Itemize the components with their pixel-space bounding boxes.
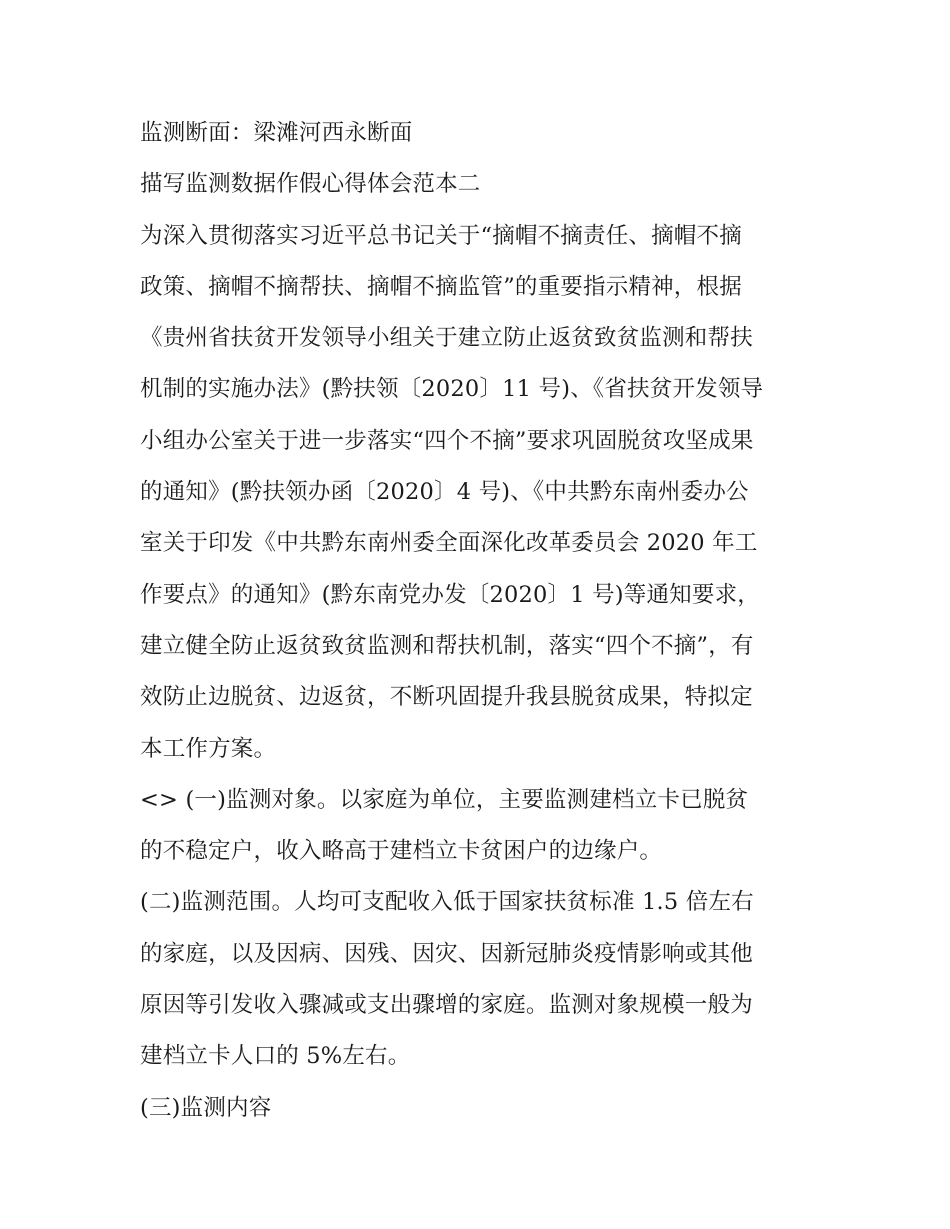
paragraph-line: 的通知》(黔扶领办函〔2020〕4 号)、《中共黔东南州委办公: [140, 479, 749, 506]
monitoring-scope-line: 原因等引发收入骤减或支出骤增的家庭。监测对象规模一般为: [140, 992, 753, 1019]
paragraph-line: 机制的实施办法》(黔扶领〔2020〕11 号)、《省扶贫开发领导: [140, 376, 764, 403]
document-body: [140, 108, 820, 1134]
monitoring-scope-line: 建档立卡人口的 5%左右。: [140, 1043, 411, 1070]
paragraph-line: 建立健全防止返贫致贫监测和帮扶机制，落实“四个不摘”，有: [140, 632, 754, 659]
monitoring-scope-line: 的家庭，以及因病、因残、因灾、因新冠肺炎疫情影响或其他: [140, 940, 753, 967]
paragraph-line: 《贵州省扶贫开发领导小组关于建立防止返贫致贫监测和帮扶: [140, 325, 753, 352]
paragraph-line: 效防止边脱贫、边返贫，不断巩固提升我县脱贫成果，特拟定: [140, 684, 753, 711]
monitoring-target-line: 的不稳定户，收入略高于建档立卡贫困户的边缘户。: [140, 838, 663, 865]
paragraph-line: 作要点》的通知》(黔东南党办发〔2020〕1 号)等通知要求，: [140, 581, 760, 608]
monitoring-scope-line: (二)监测范围。人均可支配收入低于国家扶贫标准 1.5 倍左右: [140, 889, 754, 916]
paragraph-line: 小组办公室关于进一步落实“四个不摘”要求巩固脱贫攻坚成果: [140, 427, 754, 454]
monitoring-content-heading: (三)监测内容: [140, 1094, 272, 1121]
section-heading: 监测断面：梁滩河西永断面: [140, 120, 413, 146]
document-title: 描写监测数据作假心得体会范本二: [140, 171, 481, 198]
paragraph-line: 本工作方案。: [140, 735, 277, 762]
paragraph-line: 政策、摘帽不摘帮扶、摘帽不摘监管”的重要指示精神，根据: [140, 273, 742, 300]
monitoring-target-line: <> (一)监测对象。以家庭为单位，主要监测建档立卡已脱贫: [140, 786, 749, 813]
paragraph-line: 室关于印发《中共黔东南州委全面深化改革委员会 2020 年工: [140, 530, 758, 557]
paragraph-line: 为深入贯彻落实习近平总书记关于“摘帽不摘责任、摘帽不摘: [140, 222, 742, 249]
